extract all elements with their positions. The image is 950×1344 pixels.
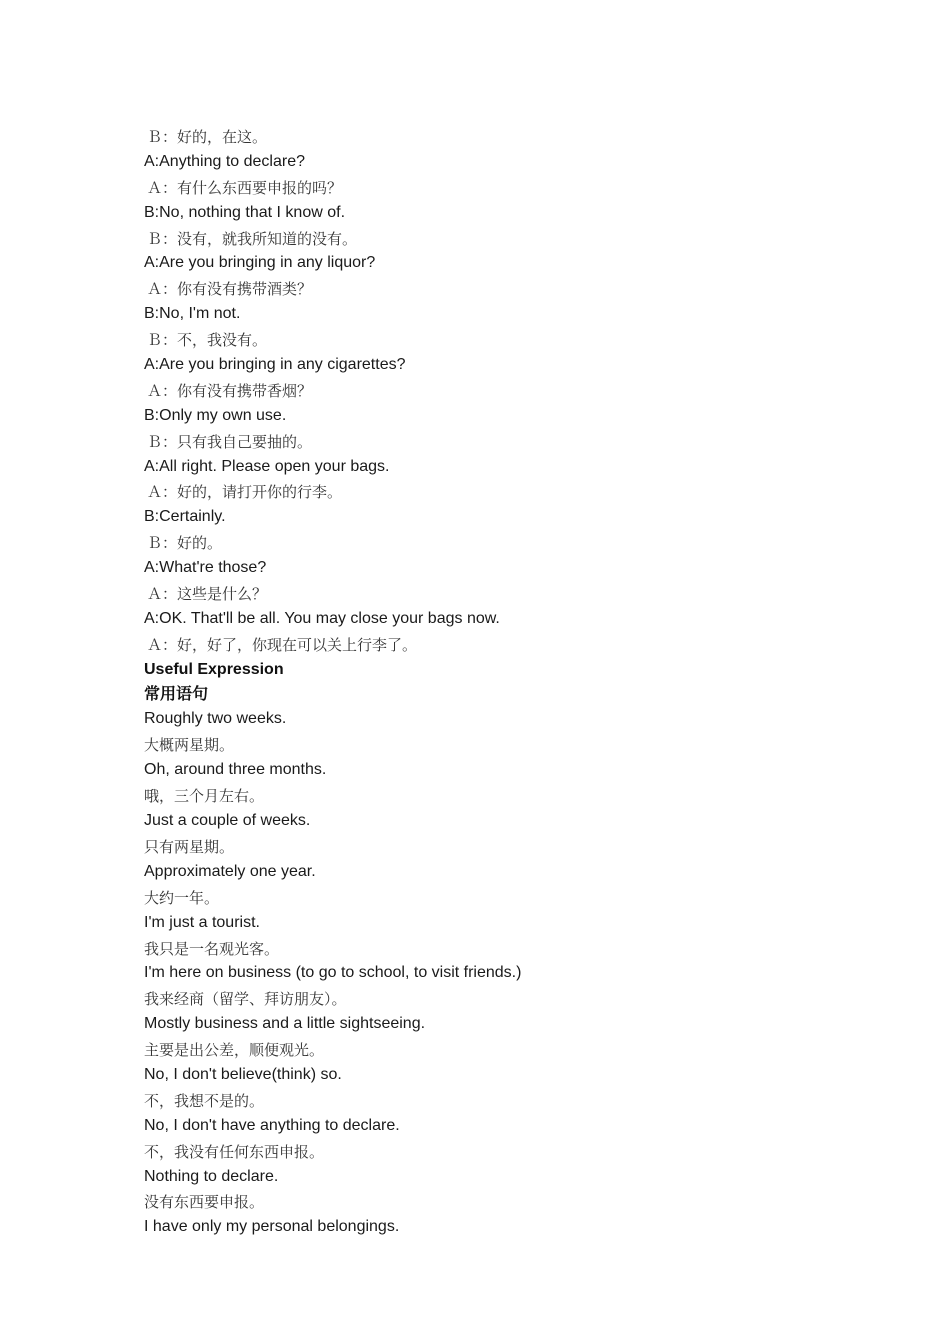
dialogue-line: Ｂ：不，我没有。: [147, 331, 268, 350]
dialogue-line: Ｂ：好的。: [147, 534, 223, 553]
expression-line: 只有两星期。: [144, 837, 235, 856]
dialogue-line: A:OK. That'll be all. You may close your bags now.: [144, 609, 500, 627]
dialogue-line: A:Are you bringing in any liquor?: [144, 254, 376, 272]
section-heading-zh: 常用语句: [144, 685, 209, 703]
dialogue-line: Ａ：你有没有携带酒类？: [147, 280, 313, 299]
dialogue-line: Ｂ：没有，就我所知道的没有。: [147, 229, 358, 248]
dialogue-line: A:Anything to declare?: [144, 152, 305, 170]
expression-line: Roughly two weeks.: [144, 710, 287, 728]
dialogue-line: B:Only my own use.: [144, 406, 287, 424]
expression-line: 我来经商（留学、拜访朋友）。: [144, 990, 347, 1009]
expression-line: 大概两星期。: [144, 736, 235, 755]
expression-line: Just a couple of weeks.: [144, 812, 311, 830]
dialogue-line: Ｂ：好的，在这。: [147, 128, 268, 146]
dialogue-line: A:What're those?: [144, 559, 267, 577]
dialogue-line: A:All right. Please open your bags.: [144, 457, 390, 475]
document-body: [144, 124, 904, 1240]
expression-line: Nothing to declare.: [144, 1167, 279, 1185]
dialogue-line: Ａ：你有没有携带香烟？: [147, 381, 313, 400]
expression-line: Approximately one year.: [144, 862, 316, 880]
expression-line: 没有东西要申报。: [144, 1193, 265, 1212]
expression-line: 主要是出公差，顺便观光。: [144, 1041, 325, 1060]
expression-line: Oh, around three months.: [144, 761, 327, 779]
expression-line: 大约一年。: [144, 888, 220, 907]
dialogue-line: Ｂ：只有我自己要抽的。: [147, 432, 313, 451]
dialogue-line: A:Are you bringing in any cigarettes?: [144, 356, 406, 374]
dialogue-line: B:Certainly.: [144, 508, 226, 526]
expression-line: 不，我没有任何东西申报。: [144, 1142, 325, 1161]
dialogue-line: Ａ：这些是什么？: [147, 585, 268, 604]
dialogue-line: B:No, nothing that I know of.: [144, 203, 346, 221]
expression-line: No, I don't have anything to declare.: [144, 1116, 400, 1134]
expression-line: Mostly business and a little sightseeing.: [144, 1015, 426, 1033]
section-heading-en: Useful Expression: [144, 660, 284, 678]
expression-line: 我只是一名观光客。: [144, 939, 280, 958]
expression-line: I'm just a tourist.: [144, 913, 260, 931]
dialogue-line: Ａ：好，好了，你现在可以关上行李了。: [147, 635, 418, 654]
expression-line: 不，我想不是的。: [144, 1091, 265, 1110]
dialogue-line: B:No, I'm not.: [144, 305, 241, 323]
expression-line: I'm here on business (to go to school, to visit friends.): [144, 964, 522, 982]
dialogue-line: Ａ：好的，请打开你的行李。: [147, 483, 343, 502]
expression-line: 哦，三个月左右。: [144, 787, 265, 806]
dialogue-line: Ａ：有什么东西要申报的吗？: [147, 178, 343, 197]
expression-line: I have only my personal belongings.: [144, 1218, 400, 1236]
expression-line: No, I don't believe(think) so.: [144, 1065, 342, 1083]
